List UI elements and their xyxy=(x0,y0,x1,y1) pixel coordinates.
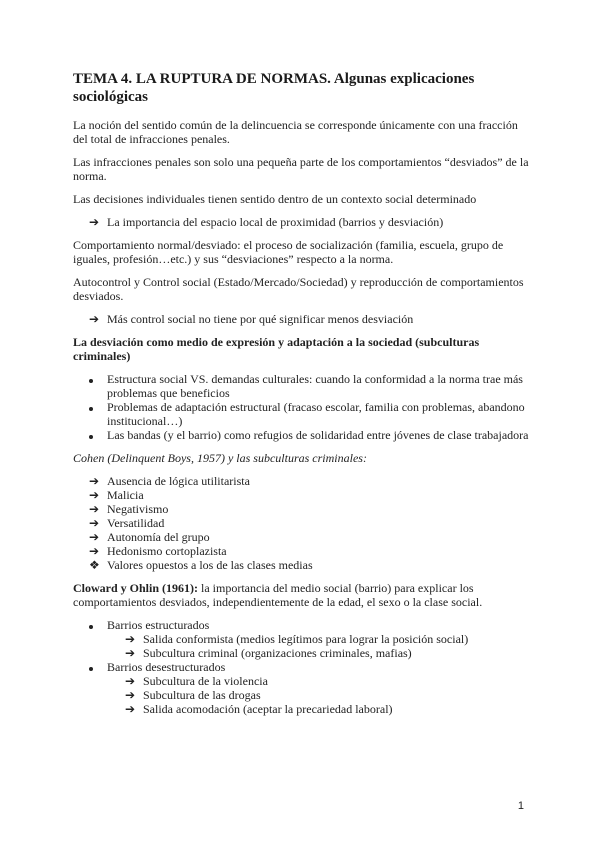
list-item-text: Subcultura de la violencia xyxy=(143,674,268,688)
sub-list-item xyxy=(73,646,533,660)
cohen-list xyxy=(73,474,533,572)
arrow-right-icon: ➔ xyxy=(89,516,100,530)
arrow-list-2 xyxy=(73,312,533,326)
list-item xyxy=(73,372,533,400)
list-item-text: Hedonismo cortoplazista xyxy=(107,544,227,558)
bullet-icon xyxy=(89,428,103,442)
paragraph-3: Las decisiones individuales tienen sentido dentro de un contexto social determinado xyxy=(73,192,477,206)
list-item-text: Subcultura de las drogas xyxy=(143,688,261,702)
arrow-right-icon: ➔ xyxy=(125,632,136,646)
arrow-right-icon: ➔ xyxy=(89,474,100,488)
list-item xyxy=(73,516,533,530)
cloward-paragraph xyxy=(73,581,533,609)
list-item xyxy=(73,428,533,442)
barrios-list xyxy=(73,618,533,632)
arrow-right-icon: ➔ xyxy=(89,488,100,502)
arrow-right-icon: ➔ xyxy=(89,215,100,229)
arrow-right-icon: ➔ xyxy=(125,702,136,716)
barrios-sublist-2 xyxy=(73,674,533,716)
bullet-icon xyxy=(89,618,103,632)
arrow-right-icon: ➔ xyxy=(89,312,100,326)
list-item-text: Malicia xyxy=(107,488,144,502)
list-item xyxy=(73,400,533,428)
paragraph-2: Las infracciones penales son solo una pequeña parte de los comportamientos “desviados” de la norma. xyxy=(73,155,529,183)
list-item-text: Autonomía del grupo xyxy=(107,530,210,544)
arrow-right-icon: ➔ xyxy=(89,544,100,558)
sub-list-item xyxy=(73,632,533,646)
cloward-text: la importancia del medio social (barrio) para explicar los comportamientos desviados, independientemente de la edad, el sexo o la clase social. xyxy=(73,581,483,609)
diamond-bullet-icon: ❖ xyxy=(89,558,100,572)
sub-list-item xyxy=(73,702,533,716)
sub-list-item xyxy=(73,688,533,702)
barrios-sublist-1 xyxy=(73,632,533,660)
list-item xyxy=(73,530,533,544)
arrow-right-icon: ➔ xyxy=(89,502,100,516)
list-item-text: Las bandas (y el barrio) como refugios de solidaridad entre jóvenes de clase trabajadora xyxy=(107,428,529,442)
list-item xyxy=(73,474,533,488)
list-item xyxy=(73,488,533,502)
list-item xyxy=(73,618,533,632)
cohen-heading: Cohen (Delinquent Boys, 1957) y las subculturas criminales: xyxy=(73,451,367,465)
list-item-text: Problemas de adaptación estructural (fracaso escolar, familia con problemas, abandono institucional…) xyxy=(107,400,525,428)
list-item-text: Salida conformista (medios legítimos para lograr la posición social) xyxy=(143,632,469,646)
barrios-list-2 xyxy=(73,660,533,674)
list-item-text: Valores opuestos a los de las clases medias xyxy=(107,558,313,572)
section-heading: La desviación como medio de expresión y adaptación a la sociedad (subculturas criminales) xyxy=(73,335,480,363)
arrow-right-icon: ➔ xyxy=(125,674,136,688)
list-item-text: Negativismo xyxy=(107,502,169,516)
list-item xyxy=(73,215,533,229)
list-item-text: Ausencia de lógica utilitarista xyxy=(107,474,250,488)
list-item-text: Estructura social VS. demandas culturales: cuando la conformidad a la norma trae más problemas que beneficios xyxy=(107,372,523,400)
bullet-list xyxy=(73,372,533,442)
paragraph-4: Comportamiento normal/desviado: el proceso de socialización (familia, escuela, grupo de iguales, profesión…etc.) y sus “desviaciones” respecto a la norma. xyxy=(73,238,504,266)
cloward-label: Cloward y Ohlin (1961): xyxy=(73,581,199,595)
paragraph-5: Autocontrol y Control social (Estado/Mercado/Sociedad) y reproducción de comportamientos desviados. xyxy=(73,275,524,303)
list-item xyxy=(73,660,533,674)
sub-list-item xyxy=(73,674,533,688)
list-item-text: Subcultura criminal (organizaciones criminales, mafias) xyxy=(143,646,412,660)
list-item xyxy=(73,558,533,572)
list-item xyxy=(73,312,533,326)
page-number: 1 xyxy=(517,800,524,812)
arrow-right-icon: ➔ xyxy=(125,646,136,660)
bullet-icon xyxy=(89,400,103,414)
list-item-text: Más control social no tiene por qué significar menos desviación xyxy=(107,312,414,326)
arrow-right-icon: ➔ xyxy=(89,530,100,544)
list-item xyxy=(73,544,533,558)
list-item-text: Barrios desestructurados xyxy=(107,660,226,674)
bullet-icon xyxy=(89,372,103,386)
paragraph-1: La noción del sentido común de la delincuencia se corresponde únicamente con una fracción del total de infracciones penales. xyxy=(73,118,518,146)
list-item xyxy=(73,502,533,516)
bullet-icon xyxy=(89,660,103,674)
list-item-text: La importancia del espacio local de proximidad (barrios y desviación) xyxy=(107,215,444,229)
list-item-text: Versatilidad xyxy=(107,516,165,530)
document-page xyxy=(73,70,533,716)
arrow-right-icon: ➔ xyxy=(125,688,136,702)
document-title: TEMA 4. LA RUPTURA DE NORMAS. Algunas explicaciones sociológicas xyxy=(73,71,475,105)
list-item-text: Barrios estructurados xyxy=(107,618,210,632)
arrow-list-1 xyxy=(73,215,533,229)
list-item-text: Salida acomodación (aceptar la precariedad laboral) xyxy=(143,702,393,716)
